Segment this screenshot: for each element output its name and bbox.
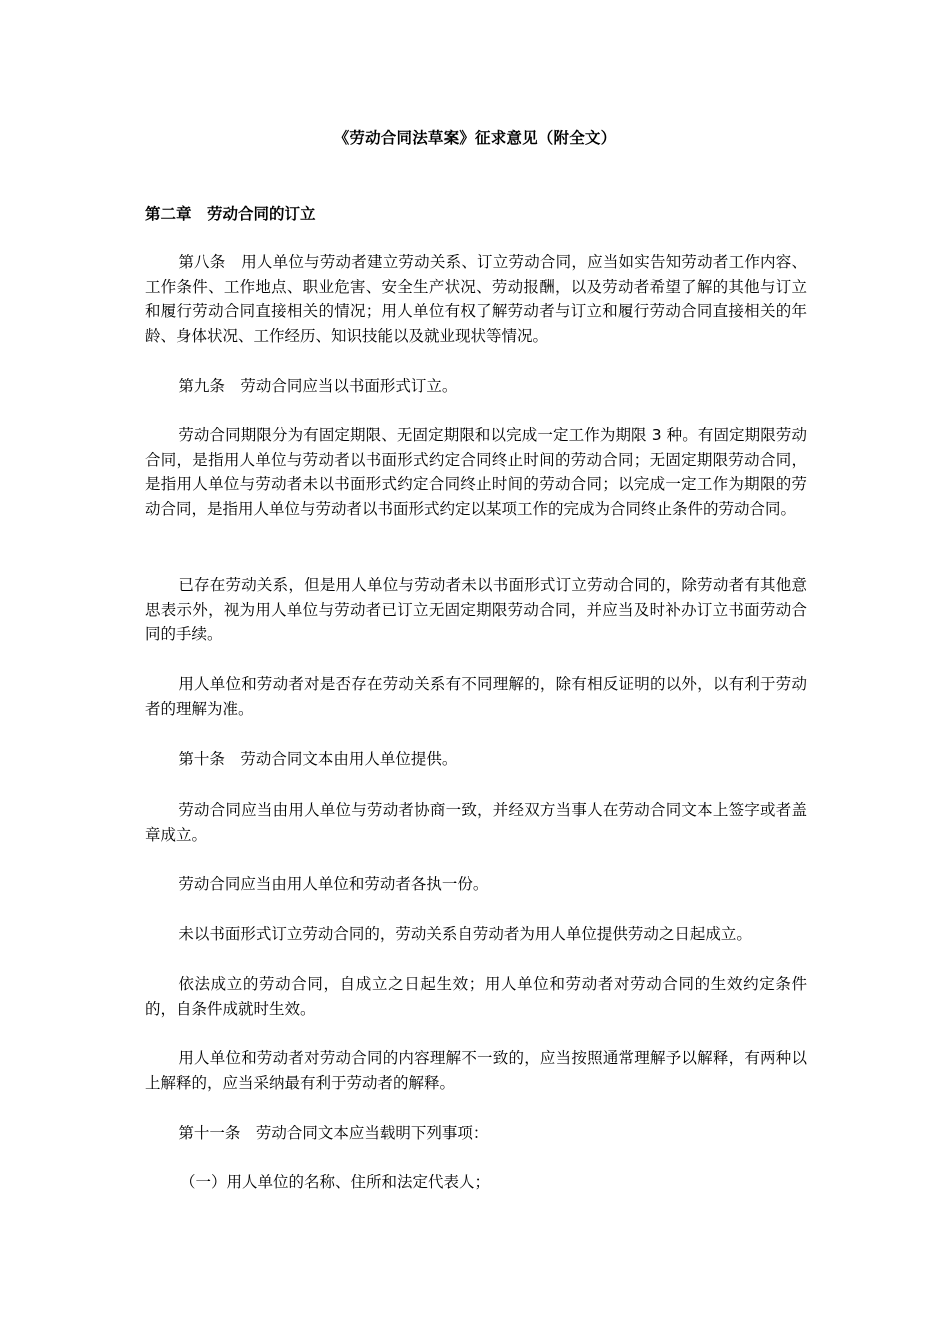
document-title: 《劳动合同法草案》征求意见（附全文） xyxy=(333,129,617,147)
article-8-paragraph: 第八条 用人单位与劳动者建立劳动关系、订立劳动合同，应当如实告知劳动者工作内容、工作条件、工作地点、职业危害、安全生产状况、劳动报酬，以及劳动者希望了解的其他与订立和履行劳动合同直接相关的情况；用人单位有权了解劳动者与订立和履行劳动合同直接相关的年龄、身体状况、工作经历、知识技能以及就业现状等情况。 xyxy=(145,253,807,345)
unwritten-contract-paragraph: 未以书面形式订立劳动合同的，劳动关系自劳动者为用人单位提供劳动之日起成立。 xyxy=(178,925,752,943)
signing-paragraph: 劳动合同应当由用人单位与劳动者协商一致，并经双方当事人在劳动合同文本上签字或者盖章成立。 xyxy=(145,801,807,844)
chapter-heading: 第二章 劳动合同的订立 xyxy=(145,205,316,223)
copies-paragraph: 劳动合同应当由用人单位和劳动者各执一份。 xyxy=(178,875,489,893)
interpretation-paragraph: 用人单位和劳动者对是否存在劳动关系有不同理解的，除有相反证明的以外，以有利于劳动者的理解为准。 xyxy=(145,675,807,718)
contract-term-paragraph: 劳动合同期限分为有固定期限、无固定期限和以完成一定工作为期限 3 种。有固定期限劳动合同，是指用人单位与劳动者以书面形式约定合同终止时间的劳动合同；无固定期限劳动合同，是指用人单位与劳动者未以书面形式约定合同终止时间的劳动合同；以完成一定工作为期限的劳动合同，是指用人单位与劳动者以书面形式约定以某项工作的完成为合同终止条件的劳动合同。 xyxy=(145,426,807,518)
article-9-paragraph: 第九条 劳动合同应当以书面形式订立。 xyxy=(178,377,458,395)
article-10-paragraph: 第十条 劳动合同文本由用人单位提供。 xyxy=(178,750,458,768)
content-interpretation-paragraph: 用人单位和劳动者对劳动合同的内容理解不一致的，应当按照通常理解予以解释，有两种以上解释的，应当采纳最有利于劳动者的解释。 xyxy=(145,1049,807,1092)
existing-relation-paragraph: 已存在劳动关系，但是用人单位与劳动者未以书面形式订立劳动合同的，除劳动者有其他意思表示外，视为用人单位与劳动者已订立无固定期限劳动合同，并应当及时补办订立书面劳动合同的手续。 xyxy=(145,576,807,643)
article-11-paragraph: 第十一条 劳动合同文本应当载明下列事项： xyxy=(178,1124,489,1142)
effectiveness-paragraph: 依法成立的劳动合同，自成立之日起生效；用人单位和劳动者对劳动合同的生效约定条件的，自条件成就时生效。 xyxy=(145,975,807,1018)
list-item: （一）用人单位的名称、住所和法定代表人； xyxy=(180,1173,491,1191)
